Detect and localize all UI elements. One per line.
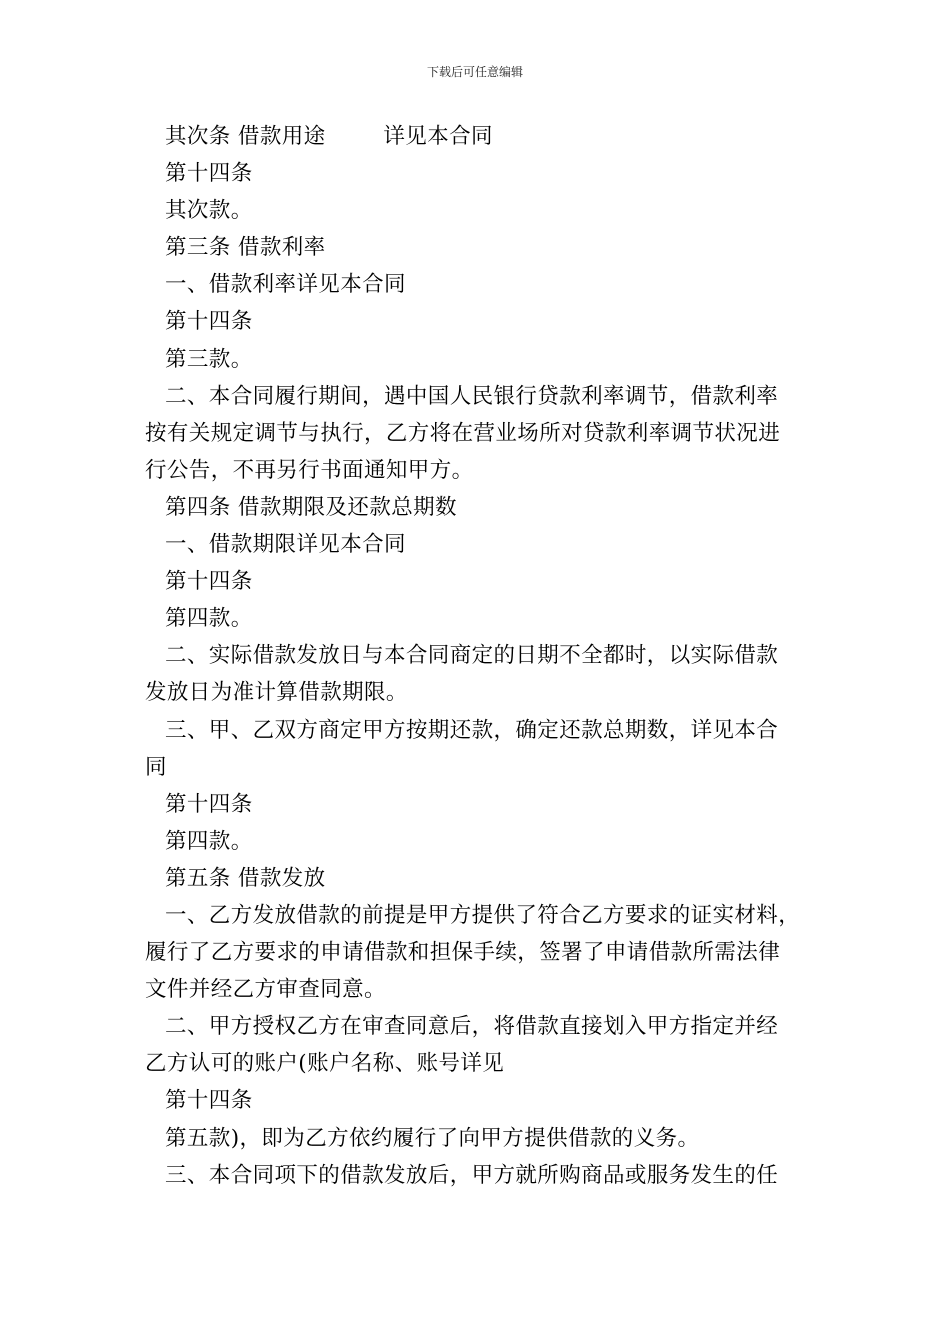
text-line: 行公告，不再另行书面通知甲方。 <box>145 457 474 483</box>
text-line: 二、甲方授权乙方在审查同意后，将借款直接划入甲方指定并经 <box>165 1014 779 1040</box>
text-line: 第十四条 <box>165 791 253 817</box>
text-line: 一、借款利率详见本合同 <box>165 272 406 298</box>
text-line: 二、本合同履行期间，遇中国人民银行贷款利率调节，借款利率 <box>165 383 779 409</box>
text-line: 第四条 借款期限及还款总期数 <box>165 494 457 520</box>
text-line: 第十四条 <box>165 309 253 335</box>
text-line: 发放日为准计算借款期限。 <box>145 680 408 706</box>
text-line: 第十四条 <box>165 569 253 595</box>
text-line: 乙方认可的账户(账户名称、账号详见 <box>145 1051 505 1077</box>
text-line: 一、乙方发放借款的前提是甲方提供了符合乙方要求的证实材料， <box>165 902 801 928</box>
text-line: 其次款。 <box>165 198 253 224</box>
text-line: 第四款。 <box>165 828 253 854</box>
text-line: 文件并经乙方审查同意。 <box>145 977 386 1003</box>
text-line: 第三款。 <box>165 346 253 372</box>
text-line: 第十四条 <box>165 161 253 187</box>
text-line: 其次条 借款用途 详见本合同 <box>165 124 493 149</box>
text-line: 按有关规定调节与执行，乙方将在营业场所对贷款利率调节状况进 <box>145 420 781 446</box>
text-line: 第十四条 <box>165 1088 253 1114</box>
text-line: 履行了乙方要求的申请借款和担保手续，签署了申请借款所需法律 <box>145 940 781 966</box>
page-header: 下载后可任意编辑 <box>426 65 523 79</box>
text-line: 一、借款期限详见本合同 <box>165 532 406 558</box>
text-line: 二、实际借款发放日与本合同商定的日期不全都时，以实际借款 <box>165 643 779 669</box>
text-line: 第三条 借款利率 <box>165 235 326 261</box>
text-line: 三、甲、乙双方商定甲方按期还款，确定还款总期数，详见本合 <box>165 717 779 743</box>
text-line: 第四款。 <box>165 606 253 632</box>
text-line: 第五条 借款发放 <box>165 865 326 891</box>
text-line: 三、本合同项下的借款发放后，甲方就所购商品或服务发生的任 <box>165 1162 779 1188</box>
document-body <box>145 118 810 1194</box>
text-line: 同 <box>145 754 167 780</box>
text-line: 第五款)，即为乙方依约履行了向甲方提供借款的义务。 <box>165 1125 700 1151</box>
